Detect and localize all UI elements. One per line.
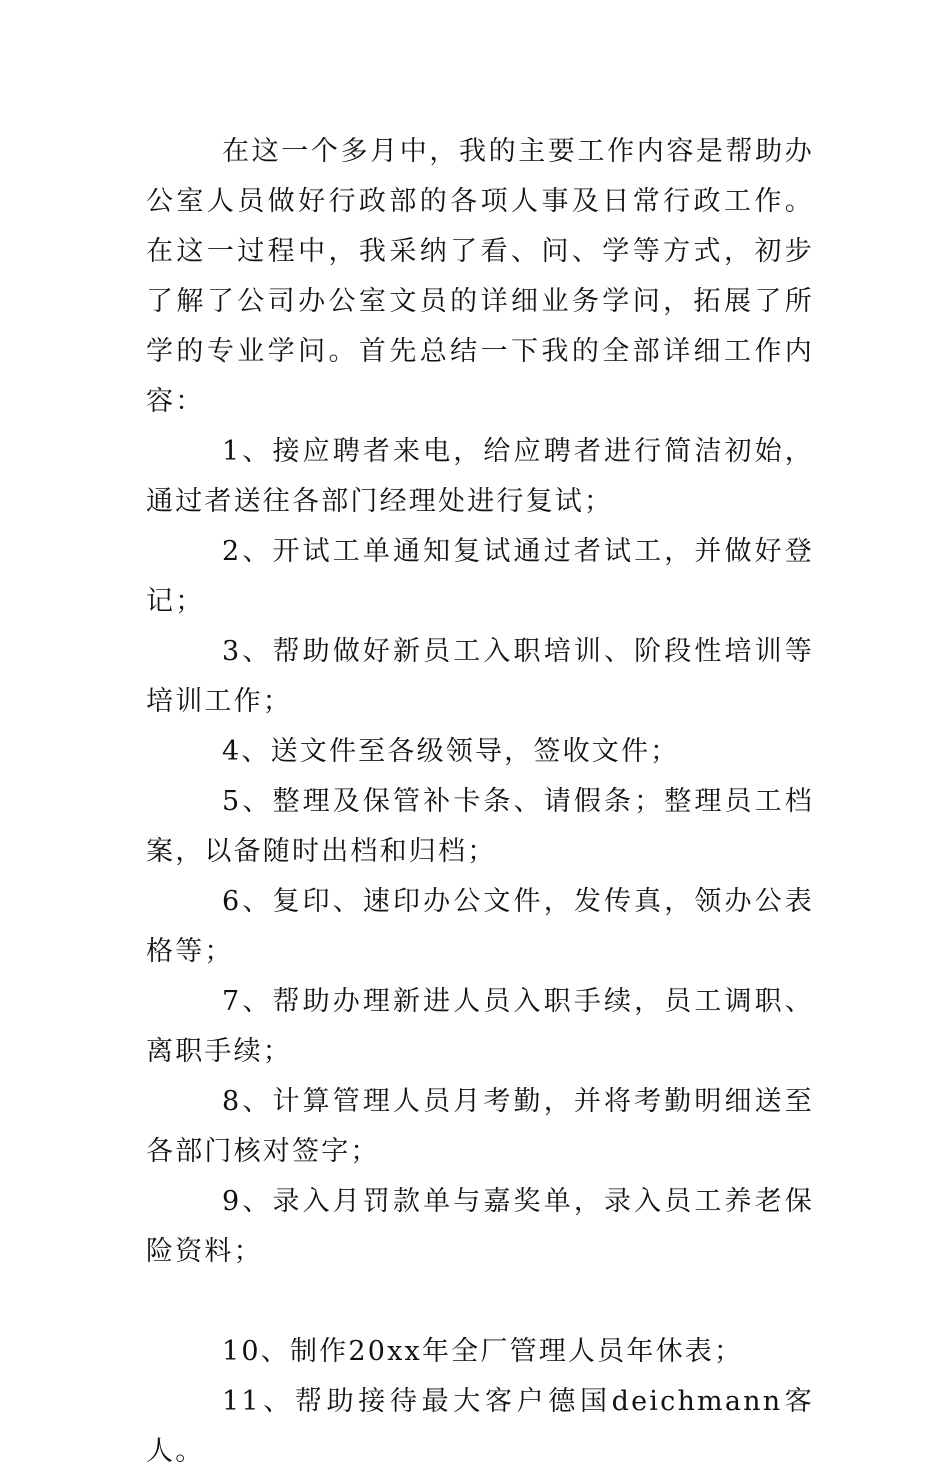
list-item: 2、开试工单通知复试通过者试工，并做好登记；	[146, 536, 814, 617]
list-item: 9、录入月罚款单与嘉奖单，录入员工养老保险资料；	[146, 1186, 814, 1267]
list-item: 1、接应聘者来电，给应聘者进行简洁初始，通过者送往各部门经理处进行复试；	[146, 436, 814, 517]
list-item: 3、帮助做好新员工入职培训、阶段性培训等培训工作；	[146, 636, 814, 717]
intro-paragraph: 在这一个多月中，我的主要工作内容是帮助办公室人员做好行政部的各项人事及日常行政工作。在这一过程中，我采纳了看、问、学等方式，初步了解了公司办公室文员的详细业务学问，拓展了所学的专业学问。首先总结一下我的全部详细工作内容：	[146, 136, 814, 417]
document-body	[146, 127, 814, 1477]
list-item: 10、制作20xx年全厂管理人员年休表；	[222, 1336, 744, 1367]
list-item: 4、送文件至各级领导，签收文件；	[222, 736, 680, 767]
list-item: 7、帮助办理新进人员入职手续，员工调职、离职手续；	[146, 986, 814, 1067]
list-item: 6、复印、速印办公文件，发传真，领办公表格等；	[146, 886, 814, 967]
list-item: 8、计算管理人员月考勤，并将考勤明细送至各部门核对签字；	[146, 1086, 814, 1167]
list-item: 5、整理及保管补卡条、请假条；整理员工档案，以备随时出档和归档；	[146, 786, 814, 867]
list-item: 11、帮助接待最大客户德国deichmann客人。	[146, 1386, 814, 1467]
